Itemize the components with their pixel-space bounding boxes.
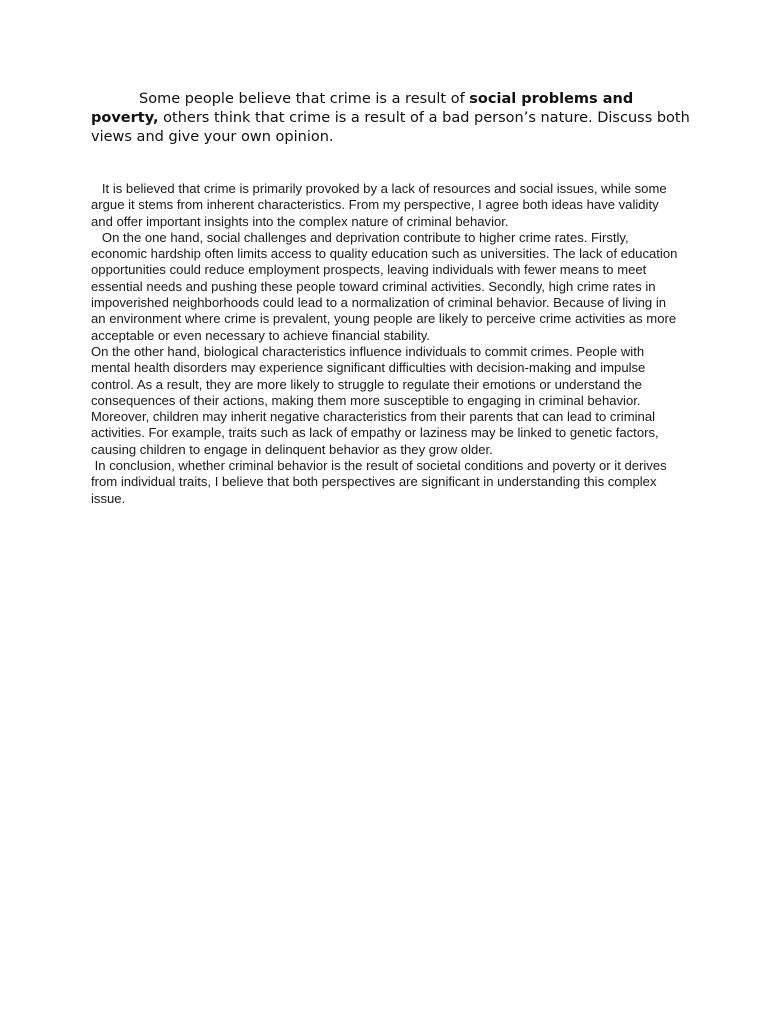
prompt-rest: others think that crime is a result of a bad person’s nature. Discuss both views and give your own opinion.	[91, 110, 690, 145]
essay-prompt	[91, 90, 691, 147]
essay-paragraph-conclusion: In conclusion, whether criminal behavior is the result of societal conditions and poverty or it derives from individual traits, I believe that both perspectives are significant in understanding this complex issue.	[91, 458, 671, 506]
prompt-bold-phrase: social problems and poverty,	[91, 91, 634, 126]
essay-paragraph-biological-causes: On the other hand, biological characteristics influence individuals to commit crimes. People with mental health disorders may experience significant difficulties with decision-making and impulse control. As a result, they are more likely to struggle to regulate their emotions or understand the consequences of their actions, making them more susceptible to engaging in criminal behavior. Moreover, children may inherit negative characteristics from their parents that can lead to criminal activities. For example, traits such as lack of empathy or laziness may be linked to genetic factors, causing children to engage in delinquent behavior as they grow older.	[91, 343, 663, 457]
essay-body	[91, 181, 681, 507]
essay-paragraph-introduction: It is believed that crime is primarily provoked by a lack of resources and social issues, while some argue it stems from inherent characteristics. From my perspective, I agree both ideas have validity and offer important insights into the complex nature of criminal behavior.	[91, 181, 671, 229]
prompt-lead: Some people believe that crime is a result of	[139, 91, 470, 107]
essay-paragraph-social-causes: On the one hand, social challenges and deprivation contribute to higher crime rates. Firstly, economic hardship often limits access to quality education such as universities. The lack of education opportunities could reduce employment prospects, leaving individuals with fewer means to meet essential needs and pushing these people toward criminal activities. Secondly, high crime rates in impoverished neighborhoods could lead to a normalization of criminal behavior. Because of living in an environment where crime is prevalent, young people are likely to perceive crime activities as more acceptable or even necessary to achieve financial stability.	[91, 229, 682, 343]
